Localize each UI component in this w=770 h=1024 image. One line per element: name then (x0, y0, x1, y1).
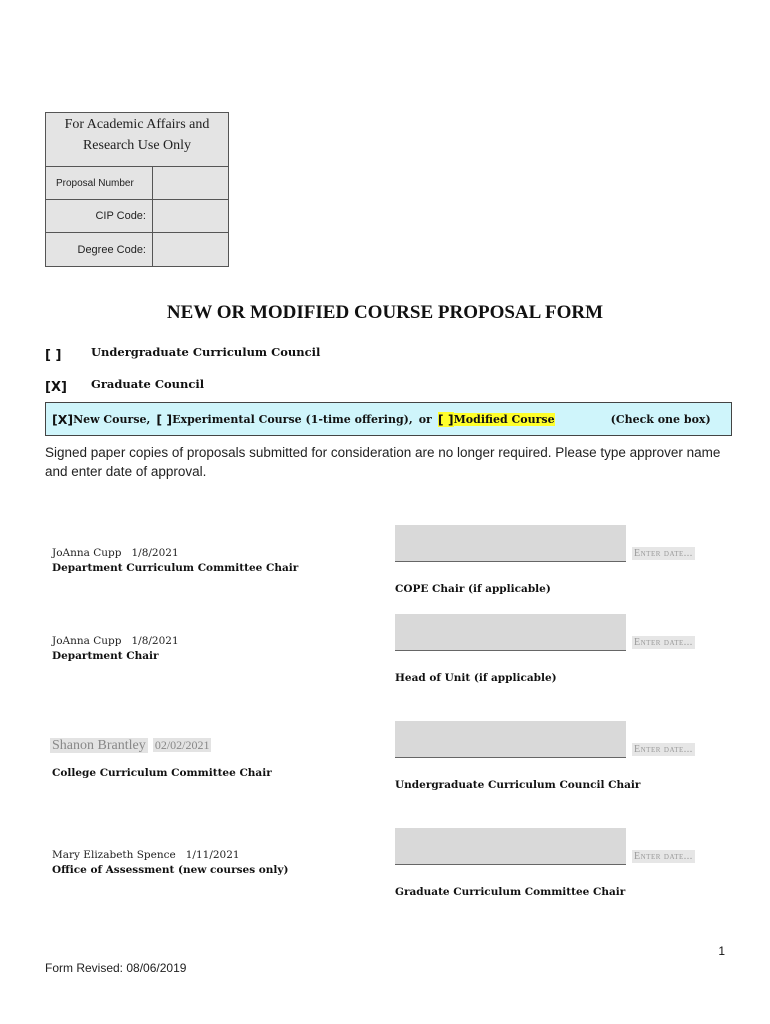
signature-dept-curriculum-chair (52, 547, 298, 574)
approver-name[interactable]: Mary Elizabeth Spence (52, 849, 176, 861)
date-field[interactable]: Enter date... (634, 744, 693, 755)
signature-cope-chair (395, 525, 695, 595)
approver-name[interactable]: JoAnna Cupp (52, 547, 122, 559)
proposal-number-row (46, 167, 228, 200)
approver-role: COPE Chair (if applicable) (395, 583, 551, 595)
approver-name[interactable]: JoAnna Cupp (52, 635, 122, 647)
council-option-undergrad[interactable] (45, 344, 61, 363)
approver-role: Department Chair (52, 650, 159, 662)
approver-line[interactable] (52, 547, 298, 559)
approver-role: Undergraduate Curriculum Council Chair (395, 779, 641, 791)
office-use-heading: For Academic Affairs and Research Use Only (46, 113, 228, 167)
approver-role: College Curriculum Committee Chair (52, 767, 272, 779)
page-number: 1 (718, 944, 725, 958)
council-option-graduate[interactable] (45, 376, 67, 395)
form-revised-footer: Form Revised: 08/06/2019 (45, 961, 187, 975)
cip-code-label: CIP Code: (46, 200, 153, 232)
signature-dept-chair (52, 635, 179, 662)
undergrad-checkbox[interactable]: [ ] (45, 348, 62, 363)
degree-code-label: Degree Code: (46, 233, 153, 266)
approver-role: Head of Unit (if applicable) (395, 672, 557, 684)
date-field[interactable]: Enter date... (634, 548, 693, 559)
modified-course-label: Modified Course (453, 412, 555, 426)
approval-date[interactable]: 02/02/2021 (154, 738, 210, 752)
cip-code-field[interactable] (153, 200, 228, 232)
or-text: or (418, 412, 432, 426)
modified-course-checkbox[interactable]: [ ] (437, 411, 454, 427)
approver-name[interactable]: Shanon Brantley (52, 738, 146, 753)
approver-name-field[interactable] (395, 614, 626, 651)
proposal-number-field[interactable] (153, 167, 228, 199)
approver-role: Department Curriculum Committee Chair (52, 562, 299, 574)
approval-date[interactable]: 1/8/2021 (131, 547, 179, 559)
experimental-course-checkbox[interactable]: [ ] (156, 411, 173, 427)
form-title: NEW OR MODIFIED COURSE PROPOSAL FORM (166, 302, 604, 323)
signature-college-curriculum-chair (50, 734, 272, 779)
proposal-number-label: Proposal Number (46, 167, 153, 199)
approver-line[interactable] (50, 734, 272, 754)
approver-role: Office of Assessment (new courses only) (52, 864, 289, 876)
course-type-box (45, 402, 732, 436)
cip-code-row (46, 200, 228, 233)
date-field[interactable]: Enter date... (634, 637, 693, 648)
approval-notice: Signed paper copies of proposals submitted for consideration are no longer required. Please type approver name and enter date of approval. (45, 445, 721, 479)
graduate-council-label: Graduate Council (91, 377, 205, 391)
approver-name-field[interactable] (395, 525, 626, 562)
signature-head-of-unit (395, 614, 695, 684)
new-course-label: New Course, (73, 412, 151, 426)
degree-code-row (46, 233, 228, 266)
approver-line[interactable] (52, 635, 179, 647)
approver-role: Graduate Curriculum Committee Chair (395, 886, 626, 898)
degree-code-field[interactable] (153, 233, 228, 266)
signature-grad-curriculum-chair (395, 828, 695, 898)
approver-name-field[interactable] (395, 828, 626, 865)
date-field[interactable]: Enter date... (634, 851, 693, 862)
office-use-box (45, 112, 229, 267)
approval-date[interactable]: 1/11/2021 (185, 849, 240, 861)
undergrad-council-label: Undergraduate Curriculum Council (91, 345, 321, 359)
approver-line[interactable] (52, 849, 288, 861)
signature-office-of-assessment (52, 849, 288, 876)
check-one-instruction: (Check one box) (610, 412, 711, 426)
new-course-checkbox[interactable]: [X] (52, 411, 74, 427)
approval-date[interactable]: 1/8/2021 (131, 635, 179, 647)
signature-undergrad-council-chair (395, 721, 695, 791)
graduate-checkbox[interactable]: [X] (45, 380, 67, 395)
approver-name-field[interactable] (395, 721, 626, 758)
experimental-course-label: Experimental Course (1-time offering), (172, 412, 413, 426)
